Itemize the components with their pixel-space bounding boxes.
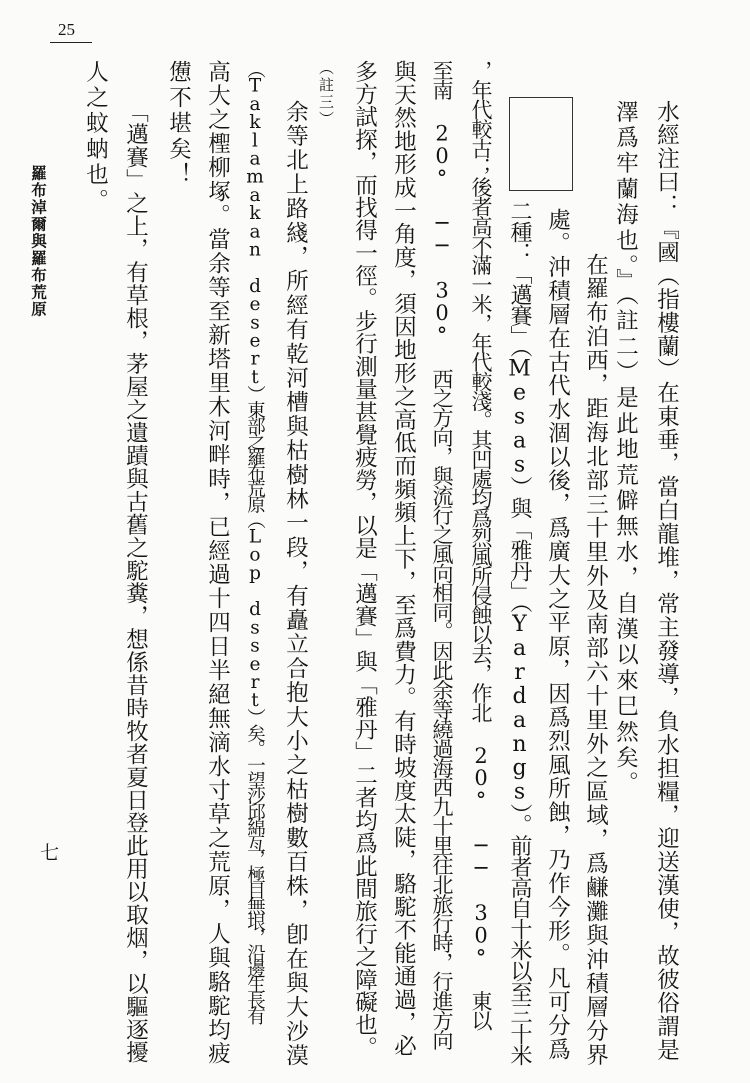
page-number-rule <box>50 42 92 43</box>
footnote-marker: （註三） <box>317 60 335 128</box>
text-column: ，年代較古；後者高不滿一米，年代較淺。其凹處均爲烈風所侵蝕以去，作北 20° ── 30° 東以 <box>469 60 493 1030</box>
folio-number: 七 <box>40 842 60 864</box>
text-column: 在羅布泊西，距海北部三十里外及南部六十里外之區域，爲鹻灘與沖積層分界 <box>582 253 609 1068</box>
inset-box <box>509 97 573 191</box>
running-title: 羅布淖爾與羅布荒原 <box>29 165 48 318</box>
text-column: 二種：「邁賽」（Mesas）與「雅丹」（Yardangs）。前者高自十米以至三十米 <box>507 200 532 1065</box>
text-column: 高大之檉柳塚。當余等至新塔里木河畔時，已經過十四日半絕無滴水寸草之荒原，人與駱駝均疲 <box>204 60 231 1066</box>
text-column: 憊不堪矣！ <box>165 60 192 189</box>
text-column: 多方試探，而找得一徑。步行測量甚覺疲勞，以是「邁賽」與「雅丹」二者均爲此間旅行之障礙也。 <box>351 60 378 1059</box>
text-column: 至南 20° ── 30° 西之方向，與流行之風向相同。因此余等繞過海西九十里往北旅行時，行進方向 <box>430 60 454 1050</box>
text-column: 「邁賽」之上，有草根，茅屋之遺蹟與古舊之駝糞，想係昔時牧者夏日登此用以取烟，以驅逐擾 <box>122 100 149 1064</box>
text-column: （Taklamakan desert）東部之羅布荒原（Lop dssert）矣。一望沙邱綿亙，極目無垠，沿邊生長有 <box>244 60 266 1023</box>
text-column: 水經注曰：『國（指樓蘭）在東垂，當白龍堆，常主發導，負水担糧，迎送漢使，故彼俗謂是 <box>653 100 680 1062</box>
text-column: 處。沖積層在古代水涸以後，爲廣大之平原，因爲烈風所蝕，乃作今形。凡可分爲 <box>544 208 571 1062</box>
text-column: 與天然地形成一角度，須因地形之高低而頻頻上下，至爲費力。有時坡度太陡，駱駝不能通過，必 <box>390 60 417 1058</box>
text-column: 余等北上路綫，所經有乾河槽與枯樹林一段，有矗立合抱大小之枯樹數百株，卽在與大沙漠 <box>282 100 309 1068</box>
page-number: 25 <box>58 20 75 39</box>
text-column: 人之蚊蚋也。 <box>82 60 109 215</box>
text-column: 澤爲牢蘭海也。』（註二）是此地荒僻無水，自漢以來巳然矣。 <box>612 100 639 798</box>
